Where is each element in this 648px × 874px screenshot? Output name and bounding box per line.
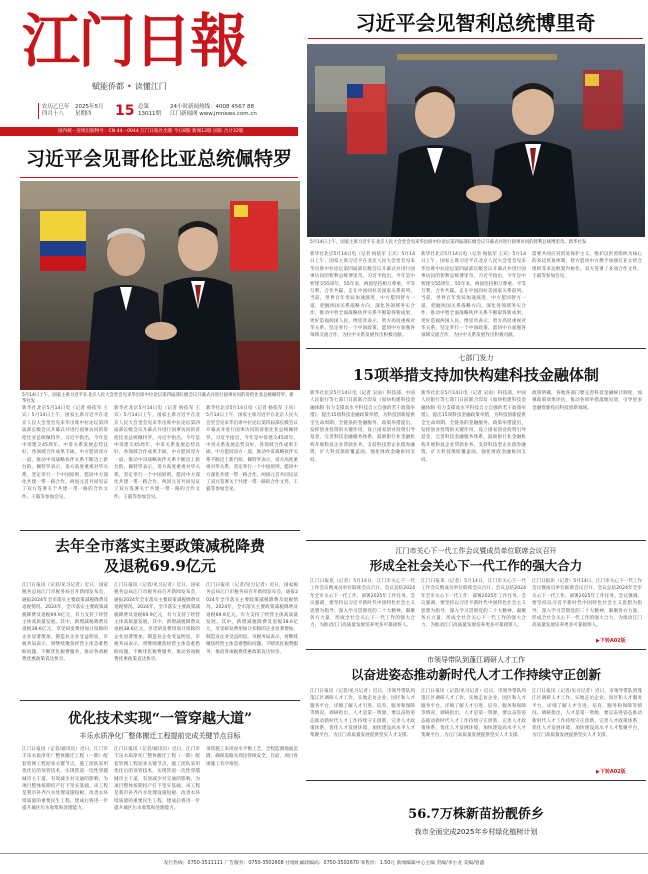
kicker-greening: 我市全面完成2025年乡村绿化植树计划	[414, 828, 538, 836]
lunar-year: 农历乙巳年	[42, 104, 70, 110]
headline-rule-2	[20, 177, 298, 178]
slogan-part-a: 赋能侨都	[92, 82, 124, 91]
body-tax-col3: 江门日报讯（记者/见习记者）近日，国家税务总局江门市税务局召开新闻发布会，通报2024年全市落实主要政策减税降费及退税情况。2024年，全市落实主要政策减税降费及退税69.9亿元，有力支持了经营主体高质量发展。其中，新增减税降费及退税38.6亿元，享受研发费用加计扣除的企业显著增加，制造业企业受益明显。市税务局表示，将继续聚焦经营主体急难愁盼问题，不断优化税费服务，推动各项税费优惠政策直达快享。	[206, 583, 298, 655]
body-next-generation-col1: 江门日报讯（记者）5月14日，江门市关心下一代工作会议暨成员单位联席会议召开。会议总结2024年全市关心下一代工作，部署2025年工作任务。会议强调，要坚持以习近平新时代中国特色社会主义思想为指导，深入学习贯彻党的二十大精神，凝聚各方力量，形成全社会关心下一代工作的强大合力，为推动江门高质量发展培养更多可靠接班人。	[310, 579, 415, 629]
total-issue-number: 13011期	[138, 111, 161, 117]
continued-link-a02[interactable]	[596, 637, 626, 644]
headline-tax-line1: 去年全市落实主要政策减税降费	[54, 537, 265, 555]
body-chile-col1: 新华社北京5月14日电（记者 杨依军 王宾）5月14日上午，国家主席习近平在北京人民大会堂会见来华出席中拉论坛第四届部长级会议开幕式并进行国事访问的智利总统博里奇。习近平指出，今年是中智建交55周年，55年来，两国坚持相互尊重、平等互利，合作共赢，走在中国同拉美国家关系前列。当前，世界百年变局加速演进，中方愿同智方一道，把握两国关系战略方向，深化各领域务实合作，推动中智全面战略伙伴关系不断取得新成果，更好造福两国人民。博里奇表示，智方高度重视对华关系，坚定奉行一个中国政策，愿同中方加强各领域交流合作，为拉中关系发展作出积极贡献。	[310, 252, 415, 339]
photo-xi-boric	[307, 44, 645, 237]
section-rule-4	[20, 530, 300, 531]
body-colombia-col2: 新华社北京5月14日电（记者 杨依军 王宾）5月14日上午，国家主席习近平在北京人民大会堂会见来华出席中拉论坛第四届部长级会议开幕式并进行国事访问的哥伦比亚总统佩特罗。习近平指出，今年是中哥建交45周年。中哥关系发展态势良好，各领域合作成果丰硕。中方愿同哥方一道，推动中哥战略伙伴关系不断迈上新台阶。佩特罗表示，哥方高度重视对华关系，坚定奉行一个中国原则，愿同中方深化共建一带一路合作。两国元首共同见证了双方签署关于共建一带一路的合作文件。王毅等参加会见。	[114, 406, 200, 500]
headline-colombia: 习近平会见哥伦比亚总统佩特罗	[25, 148, 292, 170]
total-label: 总第	[138, 104, 150, 110]
headline-talent: 以奋进姿态推动新时代人才工作持续守正创新	[350, 667, 601, 682]
body-talent-col3: 江门日报讯（记者/见习记者）近日，市领导带队到蓬江区调研人才工作，实地走访企业、园区和人才服务平台，详细了解人才引进、培育、服务和保障等情况。调研指出，人才是第一资源，要以奋进姿态推动新时代人才工作持续守正创新，完善人才政策体系，优化人才发展环境，加快建设高水平人才集聚平台，为江门高质量发展提供坚实人才支撑。	[532, 689, 642, 739]
body-colombia-col1: 新华社北京5月14日电（记者 杨依军 王宾）5月14日上午，国家主席习近平在北京人民大会堂会见来华出席中拉论坛第四届部长级会议开幕式并进行国事访问的哥伦比亚总统佩特罗。习近平指出，今年是中哥建交45周年。中哥关系发展态势良好，各领域合作成果丰硕。中方愿同哥方一道，推动中哥战略伙伴关系不断迈上新台阶。佩特罗表示，哥方高度重视对华关系，坚定奉行一个中国原则，愿同中方深化共建一带一路合作。两国元首共同见证了双方签署关于共建一带一路的合作文件。王毅等参加会见。	[22, 406, 108, 500]
headline-tech-finance: 15项举措支持加快构建科技金融体制	[353, 366, 599, 384]
body-next-generation-col2: 江门日报讯（记者）5月14日，江门市关心下一代工作会议暨成员单位联席会议召开。会议总结2024年全市关心下一代工作，部署2025年工作任务。会议强调，要坚持以习近平新时代中国特色社会主义思想为指导，深入学习贯彻党的二十大精神，凝聚各方力量，形成全社会关心下一代工作的强大合力，为推动江门高质量发展培养更多可靠接班人。	[421, 579, 526, 629]
website: 江门新闻网 www.jmnews.com.cn	[170, 111, 257, 117]
section-rule-6	[306, 540, 646, 541]
section-rule-5	[20, 700, 300, 701]
body-tax-col1: 江门日报讯（记者/见习记者）近日，国家税务总局江门市税务局召开新闻发布会，通报2024年全市落实主要政策减税降费及退税情况。2024年，全市落实主要政策减税降费及退税69.9亿元，有力支持了经营主体高质量发展。其中，新增减税降费及退税38.6亿元，享受研发费用加计扣除的企业显著增加，制造业企业受益明显。市税务局表示，将继续聚焦经营主体急难愁盼问题，不断优化税费服务，推动各项税费优惠政策直达快享。	[22, 583, 108, 663]
slogan-part-b: 读懂江门	[134, 82, 167, 91]
photo-xi-petro	[20, 181, 300, 390]
body-tax-col2: 江门日报讯（记者/见习记者）近日，国家税务总局江门市税务局召开新闻发布会，通报2024年全市落实主要政策减税降费及退税情况。2024年，全市落实主要政策减税降费及退税69.9亿元，有力支持了经营主体高质量发展。其中，新增减税降费及退税38.6亿元，享受研发费用加计扣除的企业显著增加，制造业企业受益明显。市税务局表示，将继续聚焦经营主体急难愁盼问题，不断优化税费服务，推动各项税费优惠政策直达快享。	[114, 583, 200, 663]
lunar-day: 四月十八	[42, 111, 65, 117]
body-pipeline-col3: 顶管施工采用泥水平衡工艺，全程监测地面沉降，确保道路及周边管线安全。目前，项目各项施工有序推进。	[206, 747, 298, 767]
section-rule-7	[306, 649, 646, 650]
continued-link-a02-2[interactable]	[596, 768, 626, 775]
body-chile-col2: 新华社北京5月14日电（记者 杨依军 王宾）5月14日上午，国家主席习近平在北京人民大会堂会见来华出席中拉论坛第四届部长级会议开幕式并进行国事访问的智利总统博里奇。习近平指出，今年是中智建交55周年，55年来，两国坚持相互尊重、平等互利，合作共赢，走在中国同拉美国家关系前列。当前，世界百年变局加速演进，中方愿同智方一道，把握两国关系战略方向，深化各领域务实合作，推动中智全面战略伙伴关系不断取得新成果，更好造福两国人民。博里奇表示，智方高度重视对华关系，坚定奉行一个中国政策，愿同中方加强各领域交流合作，为拉中关系发展作出积极贡献。	[421, 252, 526, 339]
issue-number: 15	[115, 103, 135, 119]
page-footer: 发行热线：0750-3511111 广告服务：0750-3502608 社地址邮政编码：0750-3502670 零售价：1.50元 新闻编辑中心主编 责编/李小龙 美编/曾鑫	[0, 853, 648, 873]
photo-caption-colombia: 5月14日上午，国家主席习近平在北京人民大会堂会见来华出席中拉论坛第四届部长级会议开幕式并进行国事访问的哥伦比亚总统佩特罗。新华社发	[22, 393, 294, 404]
body-talent-col1: 江门日报讯（记者/见习记者）近日，市领导带队到蓬江区调研人才工作，实地走访企业、园区和人才服务平台，详细了解人才引进、培育、服务和保障等情况。调研指出，人才是第一资源，要以奋进姿态推动新时代人才工作持续守正创新，完善人才政策体系，优化人才发展环境，加快建设高水平人才集聚平台，为江门高质量发展提供坚实人才支撑。	[310, 689, 415, 739]
newspaper-masthead: 江门日報	[22, 7, 247, 75]
photo-xi-petro-illustration	[20, 181, 300, 390]
info-divider	[38, 103, 39, 119]
masthead-slogan	[92, 81, 167, 92]
section-rule-3	[306, 348, 646, 349]
headline-tax-line2: 及退税69.9亿元	[104, 557, 216, 575]
kicker-tech-finance: 七部门发力	[458, 354, 494, 362]
issue-info-bar	[42, 104, 260, 118]
continued-label: 下转A02版	[599, 638, 626, 644]
headline-greening: 56.7万株新苗扮靓侨乡	[408, 807, 544, 822]
news-hotline: 24小时新闻热线：4008 4567 88	[170, 104, 254, 110]
body-pipeline-col1: 江门日报讯（记者/通讯员）近日，江门市丰乐水质净化厂整体搬迁工程（一期）配套管网工程迎来关键节点，施工团队采用优化后的顶管技术，实现管道一次性穿越城市主干道，有效减少对交通的影响，为项目整体按期投产打下坚实基础。该工程是我市补齐污水处理设施短板、改善水环境质量的重要民生工程，建成后将进一步提升城区污水收集和处理能力。	[22, 747, 108, 812]
slogan-dot-icon: •	[127, 82, 132, 91]
kicker-talent: 市领导带队到蓬江调研人才工作	[427, 656, 525, 664]
headline-next-generation: 形成全社会关心下一代工作的强大合力	[369, 558, 583, 573]
issue-weekday: 星期四	[75, 111, 92, 117]
headline-chile: 习近平会见智利总统博里奇	[355, 11, 596, 35]
continued-arrow-icon: ▶	[596, 638, 600, 644]
body-next-generation-col3: 江门日报讯（记者）5月14日，江门市关心下一代工作会议暨成员单位联席会议召开。会议总结2024年全市关心下一代工作，部署2025年工作任务。会议强调，要坚持以习近平新时代中国特色社会主义思想为指导，深入学习贯彻党的二十大精神，凝聚各方力量，形成全社会关心下一代工作的强大合力，为推动江门高质量发展培养更多可靠接班人。	[532, 579, 642, 629]
headline-pipeline: 优化技术实现“一管穿越大道”	[67, 711, 253, 727]
photo-caption-chile: 5月14日上午，国家主席习近平在北京人民大会堂会见来华出席中拉论坛第四届部长级会议开幕式并进行国事访问的智利总统博里奇。新华社发	[310, 240, 587, 245]
body-tech-finance-col1: 新华社北京5月14日电（记者 吴雨）科技部、中国人民银行等七部门日前联合印发《加快构建科技金融体制 有力支撑高水平科技自立自强的若干政策举措》，提出15项科技金融政策举措，为科技创新提供全生命周期、全链条的金融服务。政策举措提出，发挥创业投资的关键作用，设立国家创业投资引导基金，完善科技金融服务体系，鼓励银行业金融机构开展科技企业贷款业务，支持科技型企业债券融资，扩大科技保险覆盖面，强化财政金融协同支持。	[310, 391, 415, 463]
body-tech-finance-col3: 政策明确，各地各部门要完善科技金融统计制度，加强政策效果评估，推动各项举措落地见效，引导更多金融资源投向科技创新领域。	[532, 391, 642, 411]
issue-date: 2025年5月	[75, 104, 104, 110]
photo-xi-boric-illustration	[307, 44, 645, 237]
section-rule-8	[306, 780, 646, 781]
kicker-pipeline: 丰乐水质净化厂整体搬迁工程提前完成关键节点目标	[79, 732, 241, 740]
continued-arrow-icon: ▶	[596, 769, 600, 775]
body-chile-col3: 需要共同应对贸易保护主义，维护以世贸组织为核心的多边贸易体制，智方愿同中方携手加强在亚太经合组织等多边框架内协作。双方签署了多项合作文件。王毅等参加会见。	[532, 252, 642, 280]
publication-strip: 国内统一连续出版物号：CN 44－0044 江门日报社出版 今日8版 新闻12版 国际 合计32版	[0, 127, 298, 136]
body-talent-col2: 江门日报讯（记者/见习记者）近日，市领导带队到蓬江区调研人才工作，实地走访企业、园区和人才服务平台，详细了解人才引进、培育、服务和保障等情况。调研指出，人才是第一资源，要以奋进姿态推动新时代人才工作持续守正创新，完善人才政策体系，优化人才发展环境，加快建设高水平人才集聚平台，为江门高质量发展提供坚实人才支撑。	[421, 689, 526, 739]
continued-label: 下转A02版	[599, 769, 626, 775]
kicker-next-generation: 江门市关心下一代工作会议暨成员单位联席会议召开	[395, 547, 557, 555]
headline-rule	[308, 38, 643, 39]
body-pipeline-col2: 江门日报讯（记者/通讯员）近日，江门市丰乐水质净化厂整体搬迁工程（一期）配套管网工程迎来关键节点，施工团队采用优化后的顶管技术，实现管道一次性穿越城市主干道，有效减少对交通的影响，为项目整体按期投产打下坚实基础。该工程是我市补齐污水处理设施短板、改善水环境质量的重要民生工程，建成后将进一步提升城区污水收集和处理能力。	[114, 747, 200, 812]
body-tech-finance-col2: 新华社北京5月14日电（记者 吴雨）科技部、中国人民银行等七部门日前联合印发《加快构建科技金融体制 有力支撑高水平科技自立自强的若干政策举措》，提出15项科技金融政策举措，为科技创新提供全生命周期、全链条的金融服务。政策举措提出，发挥创业投资的关键作用，设立国家创业投资引导基金，完善科技金融服务体系，鼓励银行业金融机构开展科技企业贷款业务，支持科技型企业债券融资，扩大科技保险覆盖面，强化财政金融协同支持。	[421, 391, 526, 463]
body-colombia-col3: 新华社北京5月14日电（记者 杨依军 王宾）5月14日上午，国家主席习近平在北京人民大会堂会见来华出席中拉论坛第四届部长级会议开幕式并进行国事访问的哥伦比亚总统佩特罗。习近平指出，今年是中哥建交45周年。中哥关系发展态势良好，各领域合作成果丰硕。中方愿同哥方一道，推动中哥战略伙伴关系不断迈上新台阶。佩特罗表示，哥方高度重视对华关系，坚定奉行一个中国原则，愿同中方深化共建一带一路合作。两国元首共同见证了双方签署关于共建一带一路的合作文件。王毅等参加会见。	[206, 406, 298, 493]
